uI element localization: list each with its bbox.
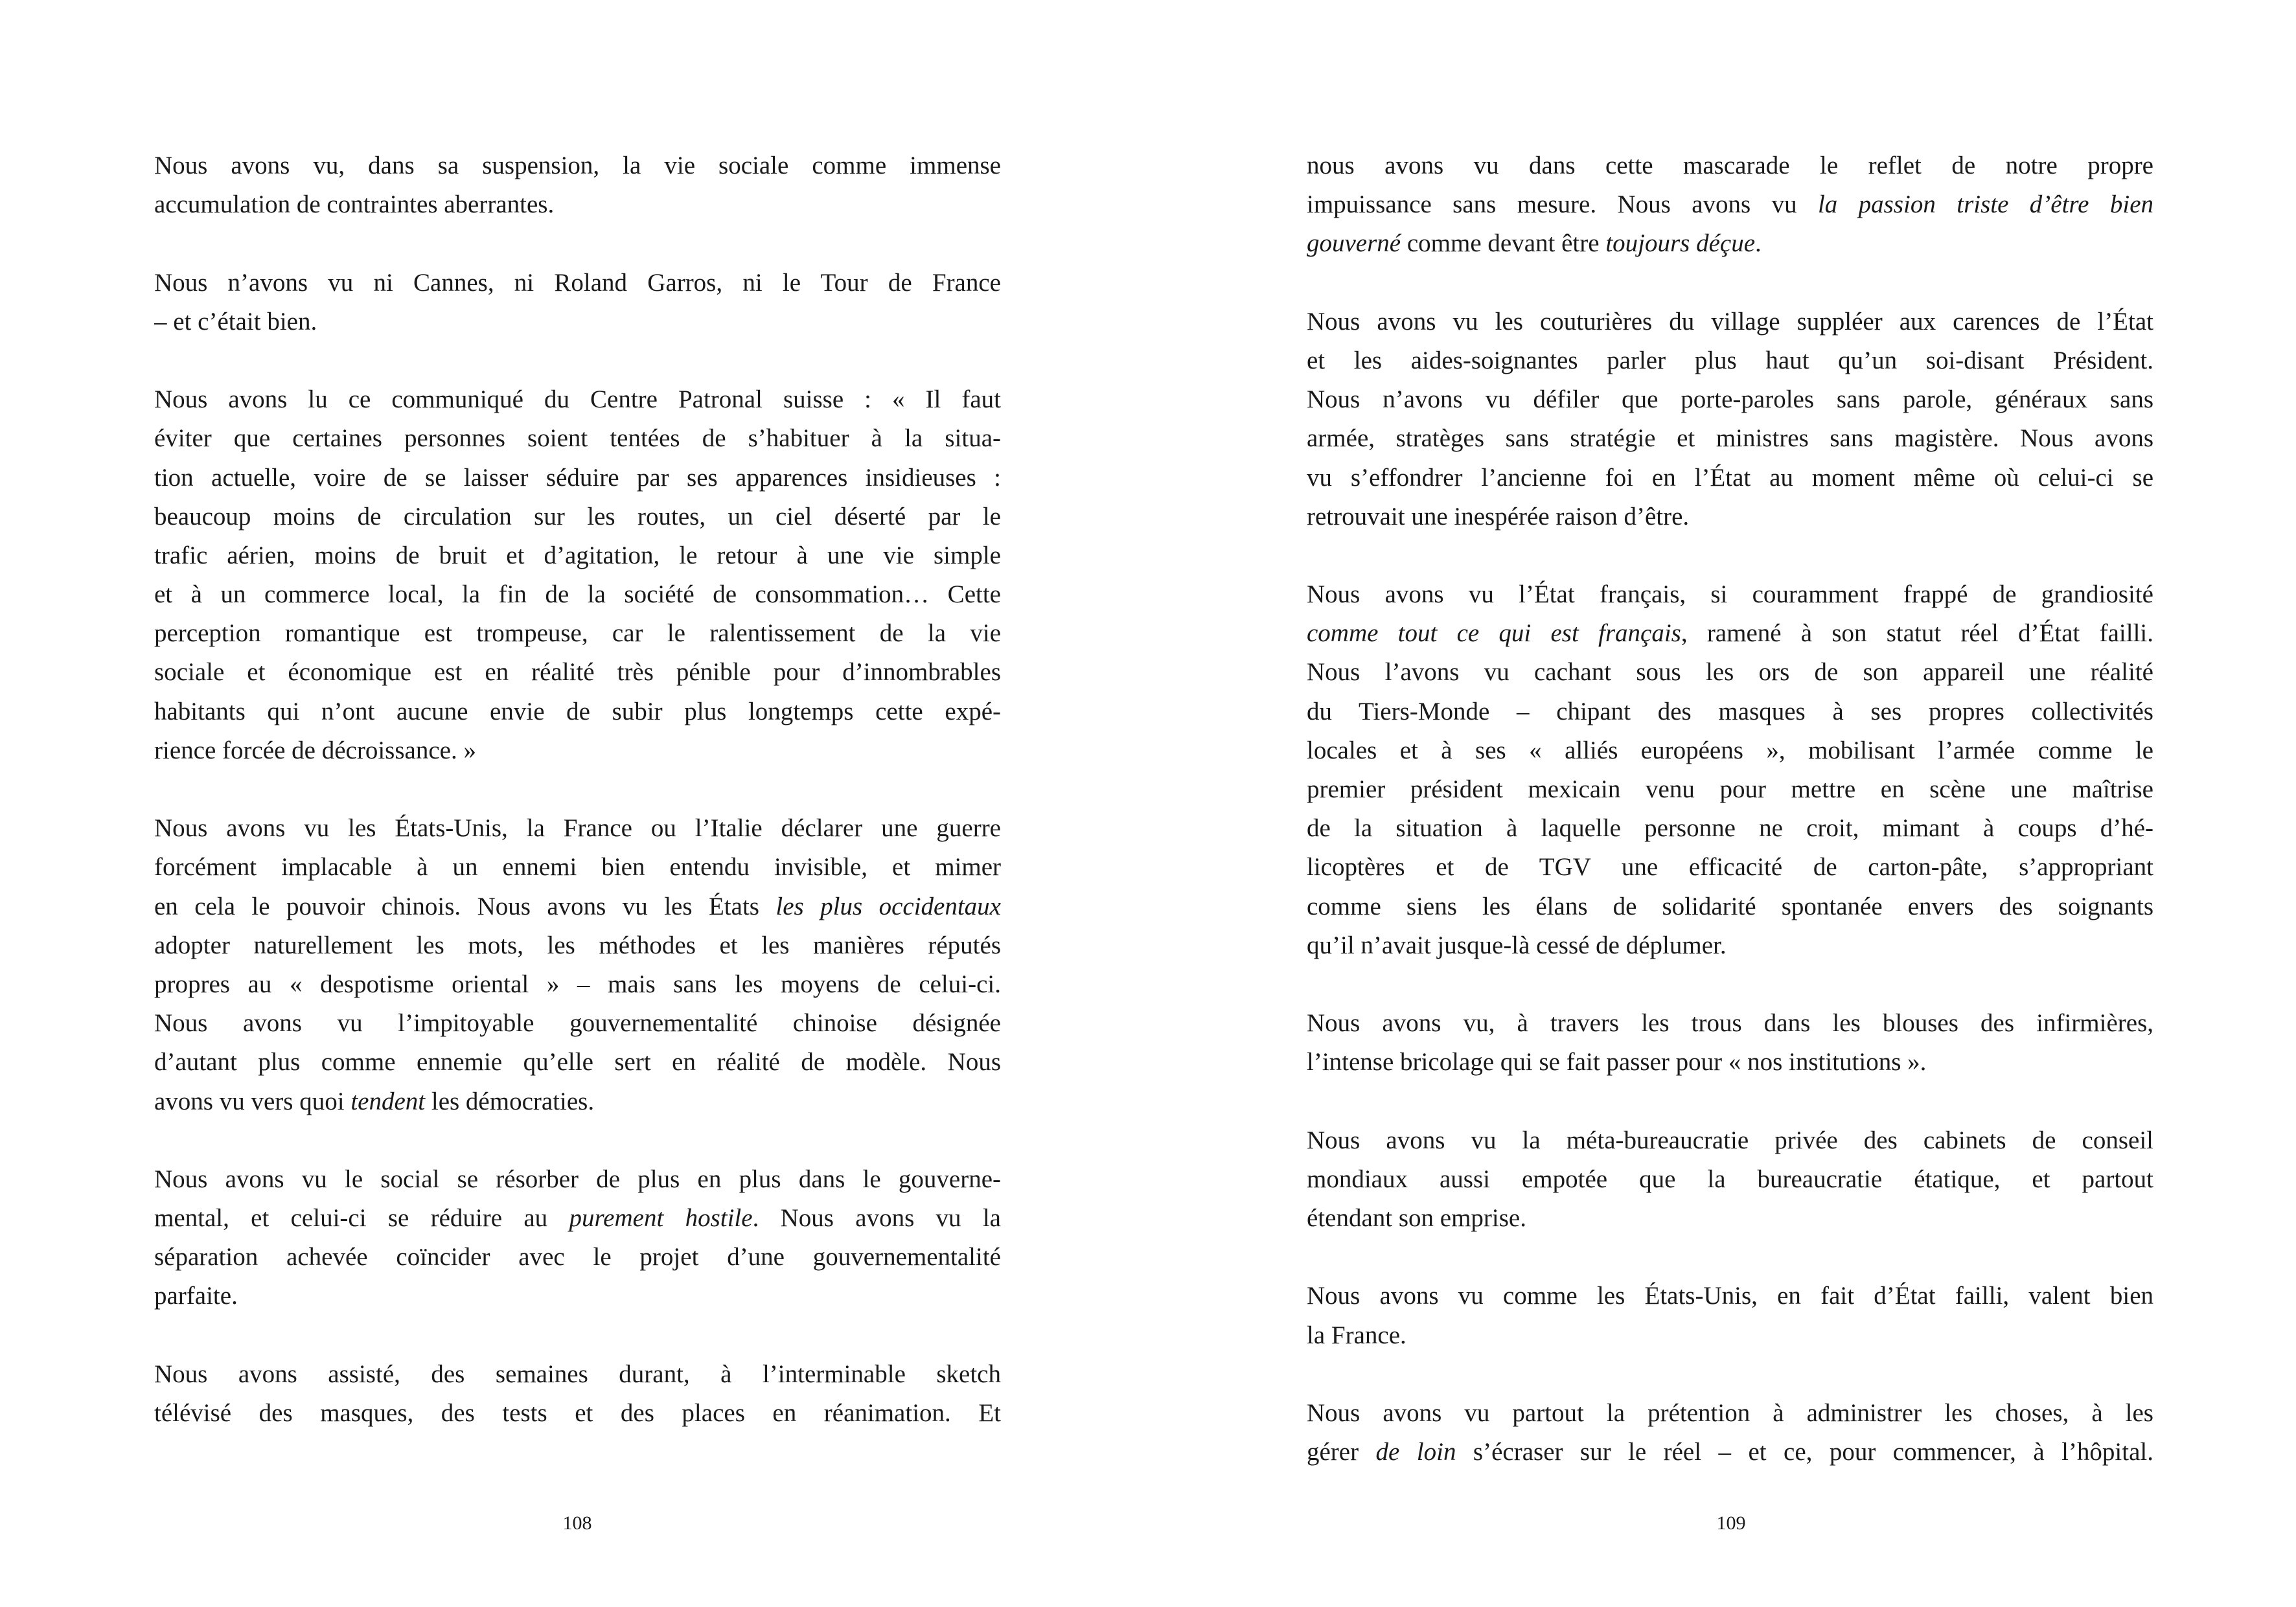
text: beaucoup moins de circulation sur les routes, un ciel déserté par le bbox=[154, 502, 1001, 530]
text: armée, stratèges sans stratégie et ministres sans magistère. Nous avons bbox=[1307, 424, 2153, 453]
paragraph-spacer bbox=[154, 1121, 1001, 1160]
text: qu’il n’avait jusque-là cessé de déplumer. bbox=[1307, 931, 1727, 959]
text-line bbox=[1307, 887, 2153, 926]
text-line bbox=[1307, 1199, 2153, 1238]
text-line bbox=[1307, 224, 2153, 263]
right-page-text bbox=[1307, 146, 2153, 1472]
text-line bbox=[154, 1277, 1001, 1316]
text-line bbox=[154, 459, 1001, 497]
paragraph-spacer bbox=[154, 1316, 1001, 1355]
text: adopter naturellement les mots, les méthodes et les manières réputés bbox=[154, 931, 1001, 959]
text-line bbox=[154, 1355, 1001, 1394]
text-line bbox=[1307, 1043, 2153, 1082]
text-line bbox=[1307, 731, 2153, 770]
text-line bbox=[1307, 692, 2153, 731]
text: licoptères et de TGV une efficacité de carton-pâte, s’appropriant bbox=[1307, 853, 2153, 882]
text-line bbox=[1307, 459, 2153, 497]
italic-text: tendent bbox=[350, 1087, 426, 1115]
text: retrouvait une inespérée raison d’être. bbox=[1307, 502, 1690, 530]
text-line bbox=[154, 302, 1001, 341]
text: et les aides-soignantes parler plus haut qu’un soi-disant Président. bbox=[1307, 346, 2153, 374]
paragraph-spacer bbox=[1307, 1082, 2153, 1121]
text: avons vu vers quoi bbox=[154, 1087, 351, 1115]
text: s’écraser sur le réel – et ce, pour commencer, à l’hôpital. bbox=[1456, 1438, 2153, 1466]
text: impuissance sans mesure. Nous avons vu bbox=[1307, 190, 1818, 219]
italic-text: de loin bbox=[1375, 1438, 1456, 1466]
text: et à un commerce local, la fin de la société de consommation… Cette bbox=[154, 580, 1001, 609]
text-line bbox=[154, 380, 1001, 419]
text: mental, et celui-ci se réduire au bbox=[154, 1204, 569, 1233]
text: Nous avons vu, dans sa suspension, la vie sociale comme immense bbox=[154, 152, 1001, 179]
text: Nous avons vu les couturières du village suppléer aux carences de l’État bbox=[1307, 307, 2153, 336]
text: nous avons vu dans cette mascarade le reflet de notre propre bbox=[1307, 152, 2153, 179]
text-line bbox=[154, 809, 1001, 848]
text: , ramené à son statut réel d’État failli. bbox=[1681, 619, 2153, 648]
text-line bbox=[154, 264, 1001, 302]
text-line bbox=[154, 887, 1001, 926]
text: Nous avons assisté, des semaines durant, à l’interminable sketch bbox=[154, 1360, 1001, 1388]
text: comme siens les élans de solidarité spontanée envers des soignants bbox=[1307, 892, 2153, 920]
paragraph-spacer bbox=[154, 341, 1001, 380]
paragraph-spacer bbox=[1307, 965, 2153, 1004]
text: Nous n’avons vu ni Cannes, ni Roland Garros, ni le Tour de France bbox=[154, 268, 1001, 297]
text: éviter que certaines personnes soient tentées de s’habituer à la situa- bbox=[154, 424, 1001, 453]
italic-text: comme tout ce qui est français bbox=[1307, 619, 1681, 648]
text: en cela le pouvoir chinois. Nous avons vu les États bbox=[154, 892, 776, 920]
page-number-left: 108 bbox=[562, 1512, 592, 1534]
text: Nous l’avons vu cachant sous les ors de son appareil une réalité bbox=[1307, 658, 2153, 687]
text: rience forcée de décroissance. » bbox=[154, 736, 476, 764]
italic-text: purement hostile bbox=[569, 1204, 753, 1233]
text: trafic aérien, moins de bruit et d’agitation, le retour à une vie simple bbox=[154, 541, 1001, 569]
text-line bbox=[154, 1004, 1001, 1043]
text-line bbox=[1307, 848, 2153, 887]
text: – et c’était bien. bbox=[154, 307, 317, 336]
text: sociale et économique est en réalité très pénible pour d’innombrables bbox=[154, 658, 1001, 687]
text-line bbox=[154, 1082, 1001, 1121]
text-line bbox=[1307, 1433, 2153, 1472]
text: Nous avons vu, à travers les trous dans les blouses des infirmières, bbox=[1307, 1009, 2153, 1038]
text: accumulation de contraintes aberrantes. bbox=[154, 190, 555, 219]
text: Nous avons vu la méta-bureaucratie privée des cabinets de conseil bbox=[1307, 1126, 2153, 1154]
paragraph-spacer bbox=[1307, 536, 2153, 575]
text-line bbox=[154, 1394, 1001, 1433]
text-line bbox=[154, 185, 1001, 224]
text: . Nous avons vu la bbox=[752, 1204, 1001, 1233]
text: de la situation à laquelle personne ne croit, mimant à coups d’hé- bbox=[1307, 814, 2153, 843]
paragraph-spacer bbox=[154, 224, 1001, 263]
text: . bbox=[1755, 229, 1762, 258]
text-line bbox=[154, 692, 1001, 731]
text-line bbox=[154, 965, 1001, 1004]
text: Nous avons vu le social se résorber de plus en plus dans le gouverne- bbox=[154, 1165, 1001, 1193]
text: la France. bbox=[1307, 1321, 1406, 1349]
text: locales et à ses « alliés européens », mobilisant l’armée comme le bbox=[1307, 736, 2153, 764]
text: du Tiers-Monde – chipant des masques à ses propres collectivités bbox=[1307, 697, 2153, 725]
italic-text: toujours déçue bbox=[1605, 229, 1756, 258]
text: les démocraties. bbox=[425, 1087, 595, 1115]
text-line bbox=[1307, 146, 2153, 185]
text: l’intense bricolage qui se fait passer pour « nos institutions ». bbox=[1307, 1048, 1927, 1077]
text: Nous avons lu ce communiqué du Centre Patronal suisse : « Il faut bbox=[154, 385, 1001, 414]
text-line bbox=[1307, 185, 2153, 224]
text-line bbox=[1307, 614, 2153, 653]
text: parfaite. bbox=[154, 1282, 238, 1310]
text-line bbox=[154, 731, 1001, 770]
text-line bbox=[154, 575, 1001, 614]
left-page-text bbox=[154, 146, 1001, 1433]
paragraph-spacer bbox=[1307, 264, 2153, 302]
text-line bbox=[1307, 1316, 2153, 1355]
text-line bbox=[154, 1199, 1001, 1238]
text-line bbox=[1307, 341, 2153, 380]
text-line bbox=[154, 146, 1001, 185]
page-number-right: 109 bbox=[1716, 1512, 1746, 1534]
text: Nous avons vu l’État français, si couramment frappé de grandiosité bbox=[1307, 580, 2153, 609]
text-line bbox=[1307, 1394, 2153, 1433]
text: vu s’effondrer l’ancienne foi en l’État au moment même où celui-ci se bbox=[1307, 463, 2153, 492]
text-line bbox=[154, 419, 1001, 458]
italic-text: gouverné bbox=[1307, 229, 1401, 258]
text-line bbox=[154, 614, 1001, 653]
italic-text: les plus occidentaux bbox=[775, 892, 1001, 920]
text: tion actuelle, voire de se laisser séduire par ses apparences insidieuses : bbox=[154, 463, 1001, 492]
text: mondiaux aussi empotée que la bureaucratie étatique, et partout bbox=[1307, 1165, 2153, 1193]
text-line bbox=[1307, 653, 2153, 692]
text-line bbox=[1307, 380, 2153, 419]
text-line bbox=[154, 1238, 1001, 1277]
text: comme devant être bbox=[1401, 229, 1606, 258]
paragraph-spacer bbox=[154, 770, 1001, 809]
text: Nous avons vu comme les États-Unis, en fait d’État failli, valent bien bbox=[1307, 1282, 2153, 1310]
text: gérer bbox=[1307, 1438, 1376, 1466]
text-line bbox=[154, 1043, 1001, 1082]
text-line bbox=[154, 497, 1001, 536]
text: habitants qui n’ont aucune envie de subir plus longtemps cette expé- bbox=[154, 697, 1001, 725]
text-line bbox=[1307, 1277, 2153, 1316]
text-line bbox=[154, 848, 1001, 887]
paragraph-spacer bbox=[1307, 1355, 2153, 1394]
text: perception romantique est trompeuse, car le ralentissement de la vie bbox=[154, 619, 1001, 648]
text-line bbox=[1307, 302, 2153, 341]
italic-text: la passion triste d’être bien bbox=[1817, 190, 2153, 219]
text-line bbox=[1307, 575, 2153, 614]
text: séparation achevée coïncider avec le projet d’une gouvernementalité bbox=[154, 1243, 1001, 1271]
paragraph-spacer bbox=[1307, 1238, 2153, 1277]
text-line bbox=[1307, 926, 2153, 965]
text-line bbox=[154, 926, 1001, 965]
text: étendant son emprise. bbox=[1307, 1204, 1526, 1233]
text: d’autant plus comme ennemie qu’elle sert en réalité de modèle. Nous bbox=[154, 1048, 1001, 1077]
text-line bbox=[1307, 809, 2153, 848]
text: forcément implacable à un ennemi bien entendu invisible, et mimer bbox=[154, 853, 1001, 882]
text-line bbox=[1307, 419, 2153, 458]
text-line bbox=[154, 653, 1001, 692]
text-line bbox=[154, 1160, 1001, 1199]
text-line bbox=[1307, 497, 2153, 536]
text-line bbox=[154, 536, 1001, 575]
text-line bbox=[1307, 1160, 2153, 1199]
text: Nous n’avons vu défiler que porte-paroles sans parole, généraux sans bbox=[1307, 385, 2153, 414]
text: télévisé des masques, des tests et des places en réanimation. Et bbox=[154, 1399, 1001, 1427]
text: propres au « despotisme oriental » – mais sans les moyens de celui-ci. bbox=[154, 970, 1001, 998]
text-line bbox=[1307, 1121, 2153, 1160]
text: Nous avons vu partout la prétention à administrer les choses, à les bbox=[1307, 1399, 2153, 1427]
text-line bbox=[1307, 1004, 2153, 1043]
text: premier président mexicain venu pour mettre en scène une maîtrise bbox=[1307, 775, 2153, 803]
text: Nous avons vu les États-Unis, la France ou l’Italie déclarer une guerre bbox=[154, 814, 1001, 843]
text: Nous avons vu l’impitoyable gouvernementalité chinoise désignée bbox=[154, 1009, 1001, 1038]
text-line bbox=[1307, 770, 2153, 809]
